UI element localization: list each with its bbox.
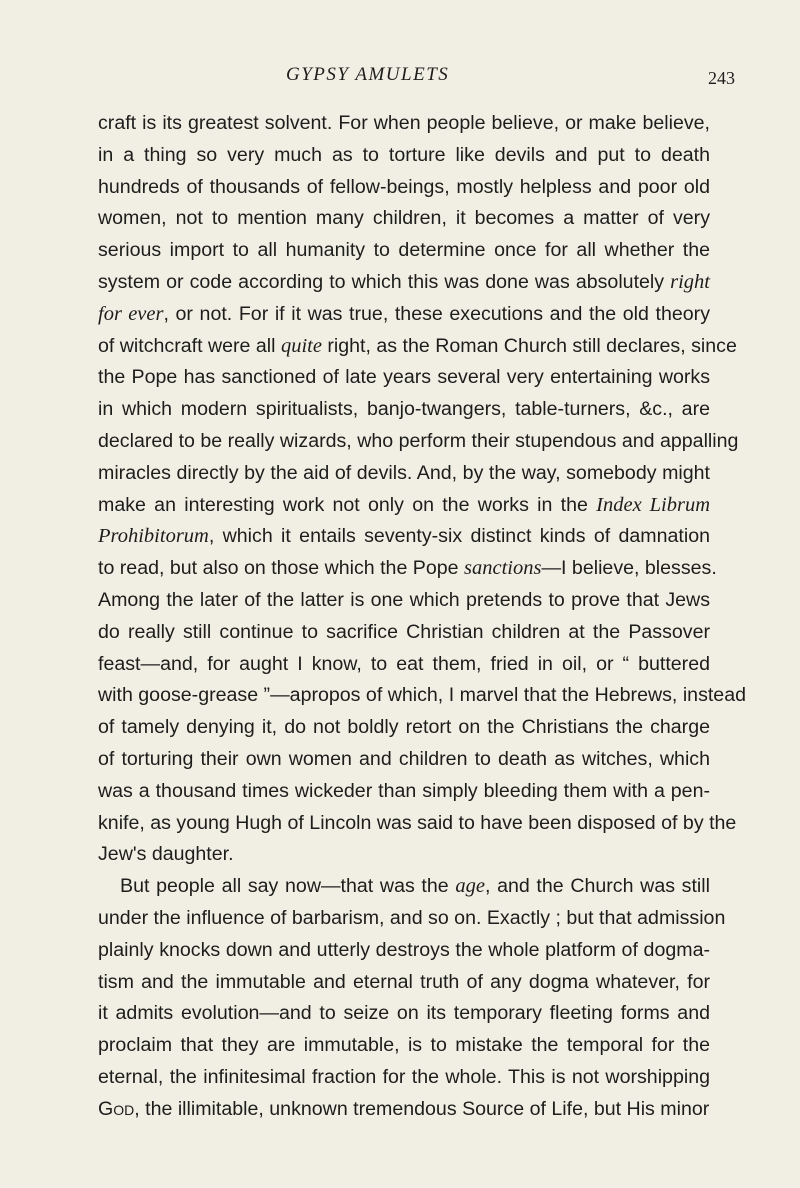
italic-text: Prohibitorum [98,525,209,548]
text-line [98,617,710,649]
text-line [98,1062,710,1094]
text-segment: make an interesting work not only on the works in the [98,493,597,516]
italic-text: sanctions [464,557,542,580]
text-line [98,776,710,808]
text-line [98,839,710,871]
text-line [98,331,737,363]
italic-text: age [455,875,485,898]
text-segment: tism and the immutable and eternal truth of any dogma whatever, for [98,970,710,993]
text-line [98,490,710,522]
text-segment: under the influence of barbarism, and so on. Exactly ; but that admission [98,906,726,929]
text-line [98,553,717,585]
text-segment: declared to be really wizards, who perform their stupendous and appalling [98,429,739,452]
text-segment: the Pope has sanctioned of late years several very entertaining works [98,366,710,389]
text-segment: But people all say now—that was the [120,875,456,898]
text-segment: women, not to mention many children, it becomes a matter of very [98,207,710,230]
text-line [98,140,710,172]
text-line [98,458,710,490]
text-line [98,172,710,204]
text-segment: in which modern spiritualists, banjo-twangers, table-turners, &c., are [98,398,710,421]
text-segment: Among the later of the latter is one which pretends to prove that Jews [98,588,710,611]
text-segment: Jew's daughter. [98,843,234,866]
italic-text: Index Librum [596,493,710,516]
text-line [98,808,737,840]
text-segment: craft is its greatest solvent. For when people believe, or make believe, [98,112,710,134]
text-line [98,998,710,1030]
text-segment: , and the Church was still [484,875,710,898]
text-segment: , the illimitable, unknown tremendous Source of Life, but His minor [134,1097,710,1120]
italic-text: right [670,270,710,293]
italic-text: quite [280,334,322,357]
text-segment: knife, as young Hugh of Lincoln was said to have been disposed of by the [98,811,737,834]
text-line [98,712,710,744]
text-segment: with goose-grease ”—apropos of which, I marvel that the Hebrews, instead [98,684,747,707]
text-line [98,871,710,903]
text-segment: God [98,1097,135,1120]
body-text [98,108,747,1126]
text-line [98,108,710,140]
text-line [98,744,710,776]
text-segment: eternal, the infinitesimal fraction for the whole. This is not worshipping [98,1065,710,1088]
page-number: 243 [708,68,735,88]
text-segment: proclaim that they are immutable, is to mistake the temporal for the [98,1034,710,1057]
text-segment: serious import to all humanity to determine once for all whether the [98,239,710,262]
text-line [98,649,710,681]
text-segment: it admits evolution—and to seize on its temporary fleeting forms and [98,1002,710,1025]
running-title: GYPSY AMULETS [286,64,450,85]
text-segment: of witchcraft were all [98,334,281,357]
text-line [98,235,710,267]
text-segment: plainly knocks down and utterly destroys the whole platform of dogma- [98,938,710,961]
running-head [0,64,800,90]
text-segment: do really still continue to sacrifice Christian children at the Passover [98,620,710,643]
text-segment: of torturing their own women and children to death as witches, which [98,747,710,770]
text-segment: right, as the Roman Church still declares, since [321,334,737,357]
text-segment: to read, but also on those which the Pope [98,557,464,580]
text-segment: was a thousand times wickeder than simply bleeding them with a pen- [98,779,710,802]
text-segment: , which it entails seventy-six distinct kinds of damnation [208,525,710,548]
text-line [98,299,710,331]
text-segment: feast—and, for aught I know, to eat them, fried in oil, or “ buttered [98,652,710,675]
text-line [98,394,710,426]
text-line [98,1030,710,1062]
text-line [98,680,747,712]
text-line [98,362,710,394]
text-segment: in a thing so very much as to torture like devils and put to death [98,143,710,166]
text-line [98,967,710,999]
text-line [98,267,710,299]
text-segment: system or code according to which this was done was absolutely [98,270,671,293]
text-line [98,426,739,458]
text-segment: miracles directly by the aid of devils. And, by the way, somebody might [98,461,710,484]
text-segment: hundreds of thousands of fellow-beings, mostly helpless and poor old [98,175,710,198]
text-segment: —I believe, blesses. [541,557,717,580]
text-segment: , or not. For if it was true, these executions and the old theory [163,302,710,325]
italic-text: for ever [98,302,164,325]
text-line [98,203,710,235]
text-line [98,935,710,967]
text-line [98,585,710,617]
text-line [98,521,710,553]
text-line [98,1094,710,1126]
text-line [98,903,726,935]
text-segment: of tamely denying it, do not boldly retort on the Christians the charge [98,716,710,739]
